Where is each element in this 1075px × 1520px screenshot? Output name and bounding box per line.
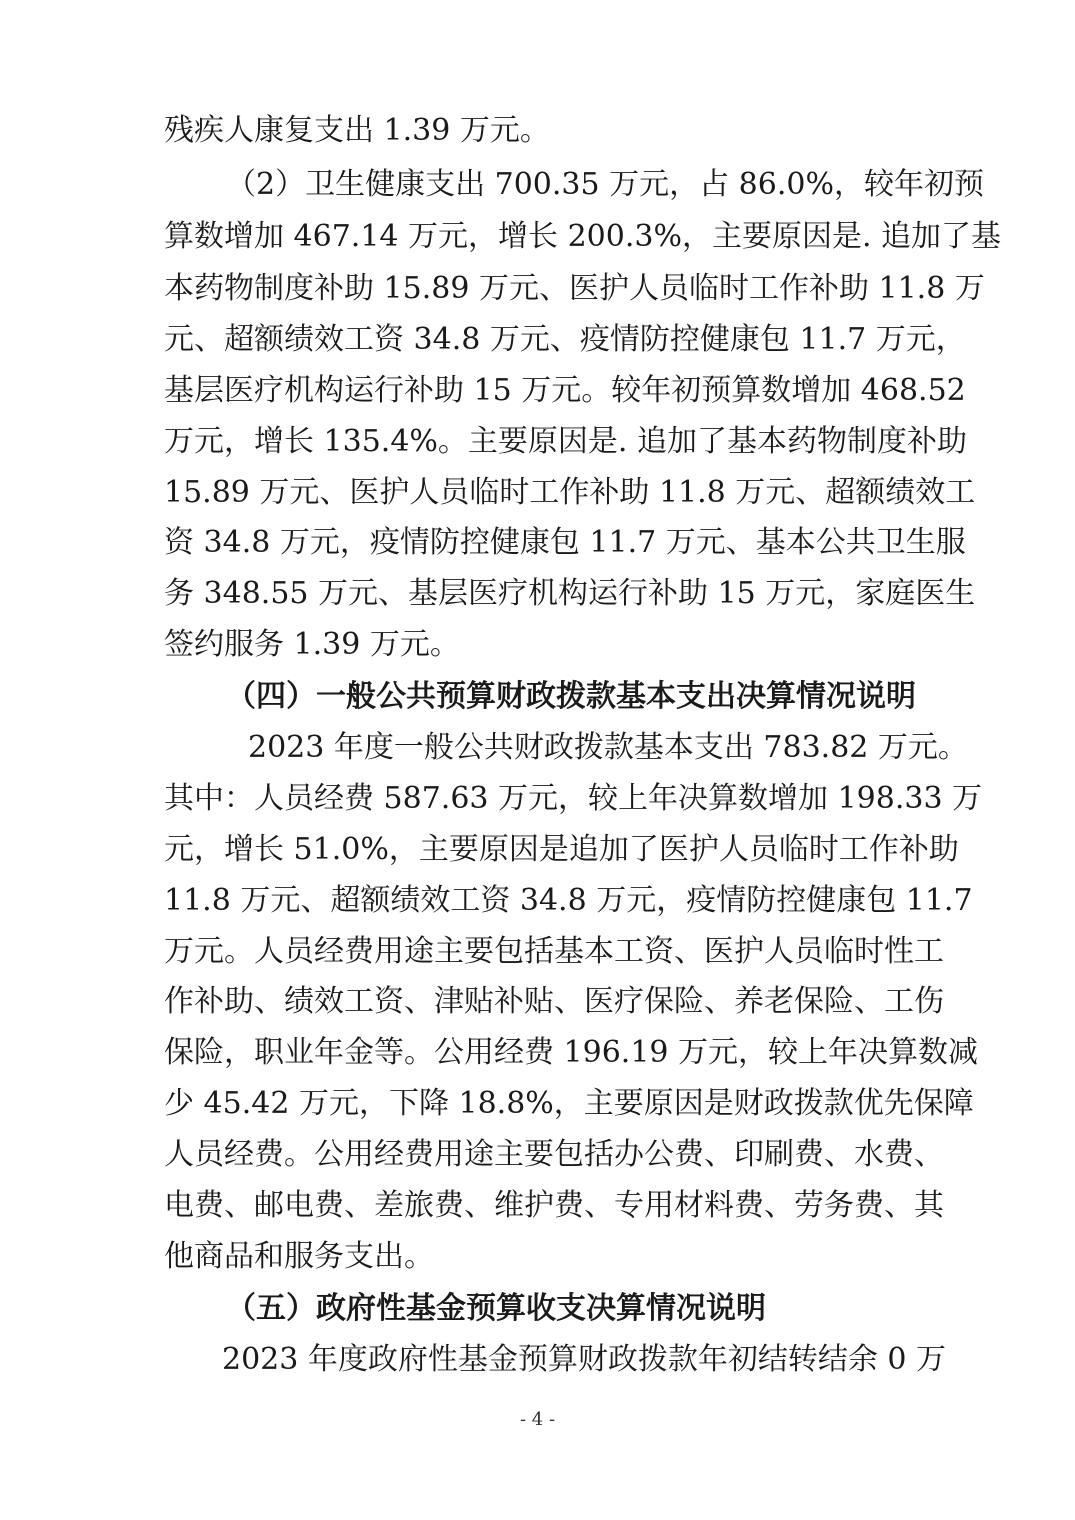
paragraph-line: 15.89 万元、医护人员临时工作补助 11.8 万元、超额绩效工 xyxy=(164,475,976,510)
paragraph-line: 元、超额绩效工资 34.8 万元、疫情防控健康包 11.7 万元， xyxy=(164,322,966,357)
paragraph-line: 2023 年度一般公共财政拨款基本支出 783.82 万元。 xyxy=(248,730,968,765)
paragraph-line: 保险，职业年金等。公用经费 196.19 万元，较上年决算数减 xyxy=(164,1035,979,1070)
paragraph-line: 他商品和服务支出。 xyxy=(164,1239,434,1274)
paragraph-line: 电费、邮电费、差旅费、维护费、专用材料费、劳务费、其 xyxy=(164,1188,944,1223)
paragraph-line: 资 34.8 万元，疫情防控健康包 11.7 万元、基本公共卫生服 xyxy=(164,525,966,560)
paragraph-line: 万元，增长 135.4%。主要原因是. 追加了基本药物制度补助 xyxy=(164,424,967,459)
paragraph-line: 残疾人康复支出 1.39 万元。 xyxy=(164,113,550,148)
paragraph-line: 算数增加 467.14 万元，增长 200.3%，主要原因是. 追加了基 xyxy=(164,219,1002,254)
section-heading: （五）政府性基金预算收支决算情况说明 xyxy=(226,1291,766,1326)
page-number: - 4 - xyxy=(519,1409,556,1430)
paragraph-line: 万元。人员经费用途主要包括基本工资、医护人员临时性工 xyxy=(164,934,944,969)
paragraph-line: 人员经费。公用经费用途主要包括办公费、印刷费、水费、 xyxy=(164,1137,944,1172)
paragraph-line: 少 45.42 万元，下降 18.8%，主要原因是财政拨款优先保障 xyxy=(164,1086,974,1121)
paragraph-line: 其中：人员经费 587.63 万元，较上年决算数增加 198.33 万 xyxy=(164,781,983,816)
paragraph-line: （2）卫生健康支出 700.35 万元，占 86.0%，较年初预 xyxy=(226,167,984,202)
paragraph-line: 基层医疗机构运行补助 15 万元。较年初预算数增加 468.52 xyxy=(164,373,966,408)
section-heading: （四）一般公共预算财政拨款基本支出决算情况说明 xyxy=(226,679,916,714)
paragraph-line: 务 348.55 万元、基层医疗机构运行补助 15 万元，家庭医生 xyxy=(164,576,976,611)
paragraph-line: 2023 年度政府性基金预算财政拨款年初结转结余 0 万 xyxy=(222,1342,947,1377)
paragraph-line: 11.8 万元、超额绩效工资 34.8 万元，疫情防控健康包 11.7 xyxy=(164,883,973,918)
paragraph-line: 元，增长 51.0%，主要原因是追加了医护人员临时工作补助 xyxy=(164,832,959,867)
paragraph-line: 本药物制度补助 15.89 万元、医护人员临时工作补助 11.8 万 xyxy=(164,271,985,306)
paragraph-line: 作补助、绩效工资、津贴补贴、医疗保险、养老保险、工伤 xyxy=(164,984,944,1019)
paragraph-line: 签约服务 1.39 万元。 xyxy=(164,627,460,662)
